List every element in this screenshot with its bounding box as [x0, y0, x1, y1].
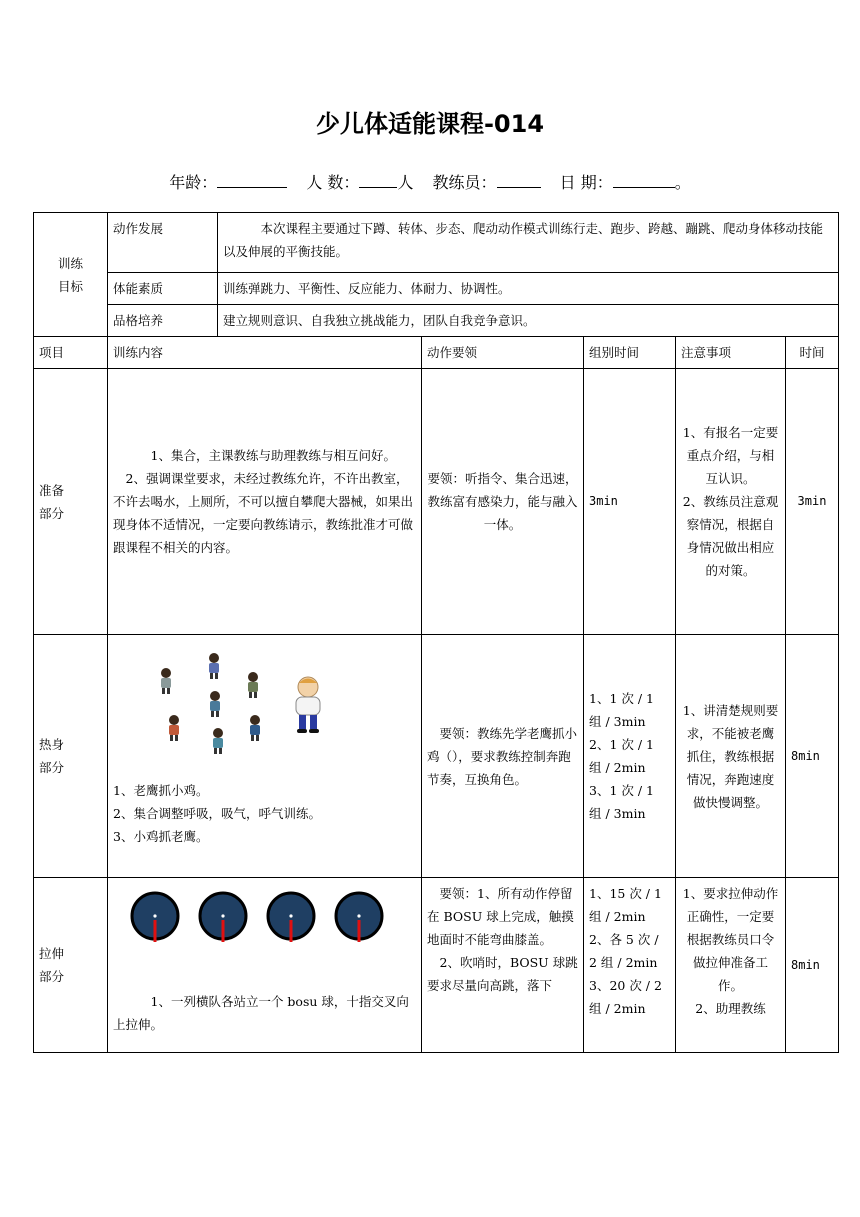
child-figure: [169, 715, 179, 741]
age-label: 年龄：: [169, 173, 218, 192]
essentials-line: 2、吹哨时，BOSU 球跳要求尽量向高跳，落下: [427, 955, 578, 993]
content-line: 3、小鸡抓老鹰。: [113, 829, 209, 844]
section-group-time: [584, 878, 676, 1053]
note-line: 2、助理教练: [695, 1001, 766, 1016]
header-item: 项目: [34, 337, 108, 369]
note-line: 1、有报名一定要重点介绍，与相互认识。: [682, 425, 779, 486]
section-notes: [676, 878, 786, 1053]
section-essentials: [422, 878, 584, 1053]
content-line: 2、强调课堂要求，未经过教练允许，不许出教室，不许去喝水，上厕所，不可以擅自攀爬大器械，如果出现身体不适情况，一定要向教练请示，教练批准才可做跟课程不相关的内容。: [113, 471, 414, 555]
section-notes: [676, 369, 786, 635]
bosu-ball-icon: [200, 893, 246, 942]
note-line: 2、教练员注意观察情况，根据自身情况做出相应的对策。: [682, 494, 779, 578]
count-field[interactable]: [359, 173, 397, 188]
content-line: 1、老鹰抓小鸡。: [113, 783, 209, 798]
age-field[interactable]: [217, 173, 287, 188]
goal-text: 建立规则意识、自我独立挑战能力，团队自我竞争意识。: [218, 305, 839, 337]
group-time-line: 3、20 次 / 2 组 / 2min: [589, 978, 662, 1016]
section-group-time: [584, 635, 676, 878]
goal-name: 动作发展: [108, 213, 218, 273]
content-line: 2、集合调整呼吸，吸气，呼气训练。: [113, 806, 321, 821]
goal-text: 训练弹跳力、平衡性、反应能力、体耐力、协调性。: [218, 273, 839, 305]
child-figure: [213, 728, 223, 754]
section-time: 8min: [786, 635, 839, 878]
coach-figure: [296, 677, 320, 733]
course-table: [33, 212, 839, 1053]
coach-field[interactable]: [497, 173, 541, 188]
header-time: 时间: [786, 337, 839, 369]
section-name: 准备 部分: [34, 369, 108, 635]
goal-name: 体能素质: [108, 273, 218, 305]
group-time-line: 2、1 次 / 1 组 / 2min: [589, 737, 654, 775]
goal-row: [34, 273, 839, 305]
child-figure: [210, 691, 220, 717]
header-notes: 注意事项: [676, 337, 786, 369]
count-label: 人 数：: [306, 173, 360, 192]
bosu-ball-icon: [268, 893, 314, 942]
eagle-catch-chicks-illustration: [113, 639, 413, 779]
bosu-balls-illustration: [113, 882, 413, 960]
section-group-time: 3min: [584, 369, 676, 635]
section-name: 拉伸 部分: [34, 878, 108, 1053]
child-figure: [248, 672, 258, 698]
content-line: 1、一列横队各站立一个 bosu 球，十指交叉向上拉伸。: [113, 994, 409, 1032]
goal-row: [34, 213, 839, 273]
end-mark: 。: [674, 173, 691, 192]
essentials-line: 要领：1、所有动作停留在 BOSU 球上完成，触摸地面时不能弯曲膝盖。: [427, 886, 574, 947]
section-content: [108, 878, 422, 1053]
header-essentials: 动作要领: [422, 337, 584, 369]
header-group-time: 组别时间: [584, 337, 676, 369]
date-field[interactable]: [613, 173, 675, 188]
child-figure: [250, 715, 260, 741]
goal-name: 品格培养: [108, 305, 218, 337]
section-row: [34, 878, 839, 1053]
group-time-line: 3、1 次 / 1 组 / 3min: [589, 783, 654, 821]
bosu-ball-icon: [336, 893, 382, 942]
goal-label: 训练 目标: [34, 213, 108, 337]
child-figure: [209, 653, 219, 679]
bosu-ball-icon: [132, 893, 178, 942]
section-row: [34, 369, 839, 635]
header-content: 训练内容: [108, 337, 422, 369]
section-essentials: 要领：听指令、集合迅速，教练富有感染力，能与融入一体。: [422, 369, 584, 635]
section-time: 8min: [786, 878, 839, 1053]
section-content: [108, 635, 422, 878]
note-line: 1、要求拉伸动作正确性，一定要根据教练员口令做拉伸准备工作。: [682, 886, 779, 993]
page-title: 少儿体适能课程-014: [315, 110, 545, 138]
goal-text: 本次课程主要通过下蹲、转体、步态、爬动动作模式训练行走、跑步、跨越、蹦跳、爬动身体移动技能以及伸展的平衡技能。: [218, 213, 839, 273]
count-unit: 人: [397, 173, 414, 192]
header-row: [34, 337, 839, 369]
header-fields: [0, 170, 860, 193]
section-name: 热身 部分: [34, 635, 108, 878]
section-row: [34, 635, 839, 878]
coach-label: 教练员：: [432, 173, 497, 192]
date-label: 日 期：: [559, 173, 613, 192]
content-line: 1、集合，主课教练与助理教练与相互问好。: [150, 448, 396, 463]
section-content: [108, 369, 422, 635]
child-figure: [161, 668, 171, 694]
goal-row: [34, 305, 839, 337]
section-essentials: 要领：教练先学老鹰抓小鸡（），要求教练控制奔跑节奏，互换角色。: [422, 635, 584, 878]
section-time: 3min: [786, 369, 839, 635]
group-time-line: 1、1 次 / 1 组 / 3min: [589, 691, 654, 729]
group-time-line: 2、各 5 次 / 2 组 / 2min: [589, 932, 659, 970]
section-notes: 1、讲清楚规则要求，不能被老鹰抓住，教练根据情况，奔跑速度做快慢调整。: [676, 635, 786, 878]
group-time-line: 1、15 次 / 1 组 / 2min: [589, 886, 662, 924]
